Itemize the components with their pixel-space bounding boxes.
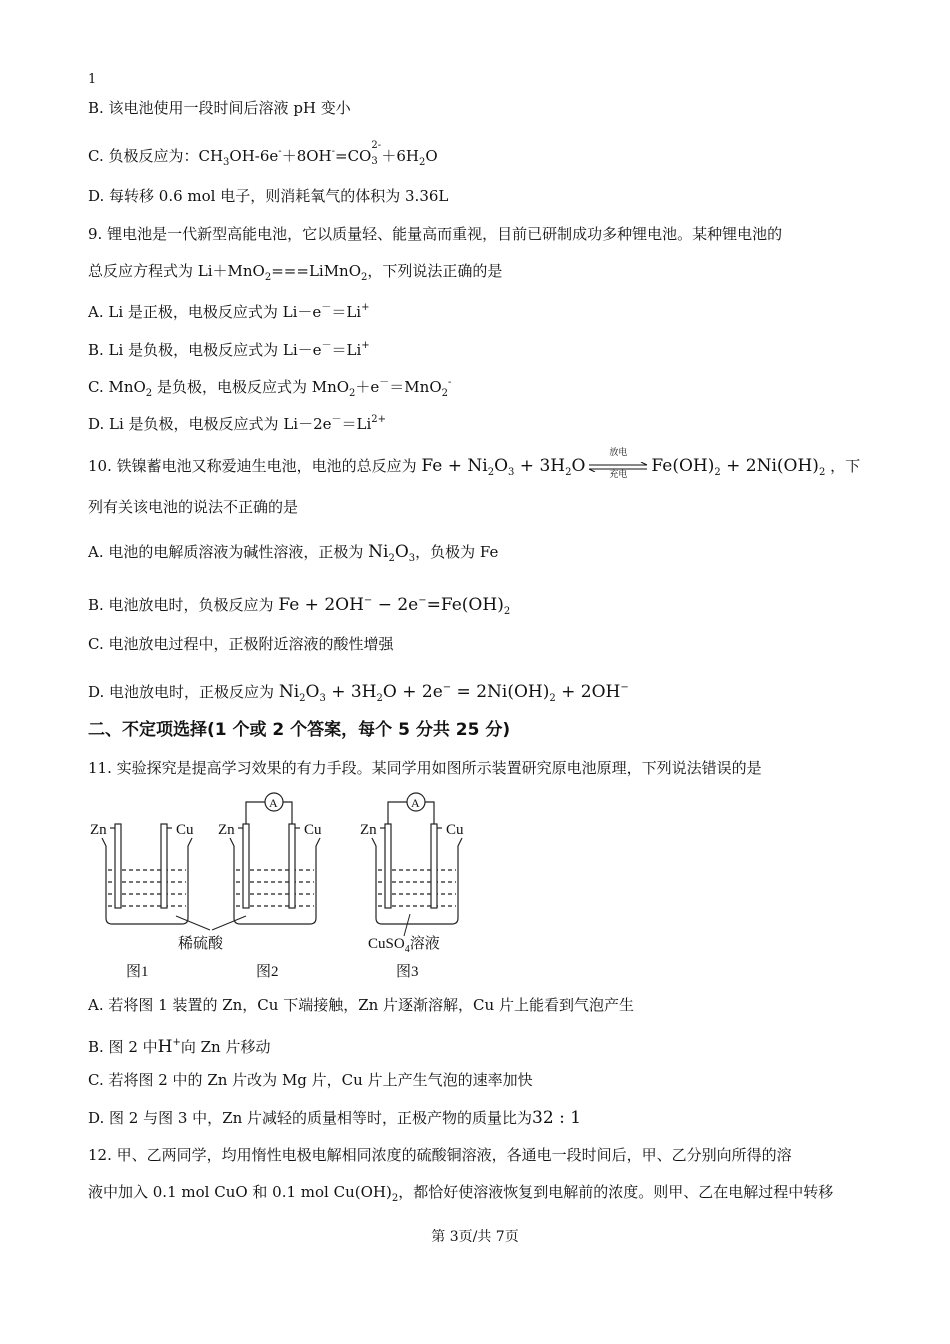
q8-option-b: B. 该电池使用一段时间后溶液 pH 变小 [88, 99, 351, 117]
beaker-1 [102, 824, 192, 924]
q9-stem-line1: 9. 锂电池是一代新型高能电池，它以质量轻、能量高而重视，目前已研制成功多种锂电池。某种锂电池的 [88, 225, 783, 243]
q11-option-d: D. 图 2 与图 3 中，Zn 片减轻的质量相等时，正极产物的质量比为32 : 1 [88, 1108, 582, 1128]
q11-option-a: A. 若将图 1 装置的 Zn，Cu 下端接触，Zn 片逐渐溶解，Cu 片上能看到气泡产生 [88, 996, 634, 1014]
section-2-title: 二、不定项选择(1 个或 2 个答案，每个 5 分共 25 分) [88, 720, 511, 740]
beaker-3 [372, 793, 462, 924]
q9-option-c: C. MnO$_2$ 是负极，电极反应式为 MnO$_2$＋e－＝MnO$_2$- [88, 377, 452, 399]
page-footer: 第 3页/共 7页 [431, 1229, 519, 1245]
q10-stem-line2: 列有关该电池的说法不正确的是 [88, 498, 299, 516]
fig1-zn-label: Zn [90, 822, 107, 838]
q11-option-b: B. 图 2 中H+向 Zn 片移动 [88, 1037, 271, 1057]
fig2-zn-label: Zn [218, 822, 235, 838]
beaker-2 [230, 793, 320, 924]
page-marker: 1 [88, 72, 97, 87]
fig2-caption: 图2 [256, 964, 279, 980]
q10-option-d: D. 电池放电时，正极反应为 $Ni_2O_3 + 3H_2O + 2e^- = 2Ni(OH)_2 + 2OH^-$ [88, 682, 629, 704]
q10-option-b: B. 电池放电时，负极反应为 $Fe + 2OH^- - 2e^-=Fe(OH)_2$ [88, 595, 511, 617]
q9-option-b: B. Li 是负极，电极反应式为 Li－e－＝Li+ [88, 340, 370, 359]
q11-figure [88, 788, 488, 988]
label-dilute-sulfuric-acid: 稀硫酸 [178, 936, 224, 952]
q12-stem-line1: 12. 甲、乙两同学，均用惰性电极电解相同浓度的硫酸铜溶液，各通电一段时间后，甲、乙分别向所得的溶 [88, 1146, 792, 1164]
q9-option-d: D. Li 是负极，电极反应式为 $Li-2e^-=Li^{2+}$ [88, 414, 387, 433]
q12-stem-line2: 液中加入 0.1 mol CuO 和 0.1 mol $Cu(OH)_2$，都恰好使溶液恢复到电解前的浓度。则甲、乙在电解过程中转移 [88, 1183, 834, 1204]
fig2-ammeter-label: A [269, 796, 278, 810]
fig1-cu-label: Cu [176, 822, 194, 838]
fig3-cu-label: Cu [446, 822, 464, 838]
q10-option-a: A. 电池的电解质溶液为碱性溶液，正极为 $Ni_2O_3$，负极为 Fe [88, 542, 499, 564]
label-cuso4-solution: CuSO$_4$溶液 [368, 936, 440, 955]
fig3-ammeter-label: A [411, 796, 420, 810]
q8-option-d: D. 每转移 0.6 mol 电子，则消耗氧气的体积为 3.36L [88, 187, 449, 205]
q10-option-c: C. 电池放电过程中，正极附近溶液的酸性增强 [88, 635, 394, 653]
fig3-caption: 图3 [396, 964, 419, 980]
q9-option-a: A. Li 是正极，电极反应式为 Li－e－＝Li+ [88, 302, 370, 321]
fig1-caption: 图1 [126, 964, 149, 980]
q9-stem-line2: 总反应方程式为 Li＋MnO$_2$===LiMnO$_2$，下列说法正确的是 [88, 262, 503, 283]
fig2-cu-label: Cu [304, 822, 322, 838]
q10-stem-line1: 10. 铁镍蓄电池又称爱迪生电池，电池的总反应为 $Fe + Ni_2O_3 + 3H_2O$ 放电 充电 $Fe(OH)_2 + 2Ni(OH)_2$ ，下 [88, 448, 861, 480]
equilibrium-arrow: 放电 充电 [587, 452, 649, 482]
q11-stem: 11. 实验探究是提高学习效果的有力手段。某同学用如图所示装置研究原电池原理，下列说法错误的是 [88, 759, 762, 777]
q8-option-c: C. 负极反应为：$CH_3OH-6e^-+8OH^-=CO$ 2- 3 $+6H_2O$ [88, 140, 438, 168]
fig3-zn-label: Zn [360, 822, 377, 838]
q11-option-c: C. 若将图 2 中的 Zn 片改为 Mg 片，Cu 片上产生气泡的速率加快 [88, 1071, 533, 1089]
